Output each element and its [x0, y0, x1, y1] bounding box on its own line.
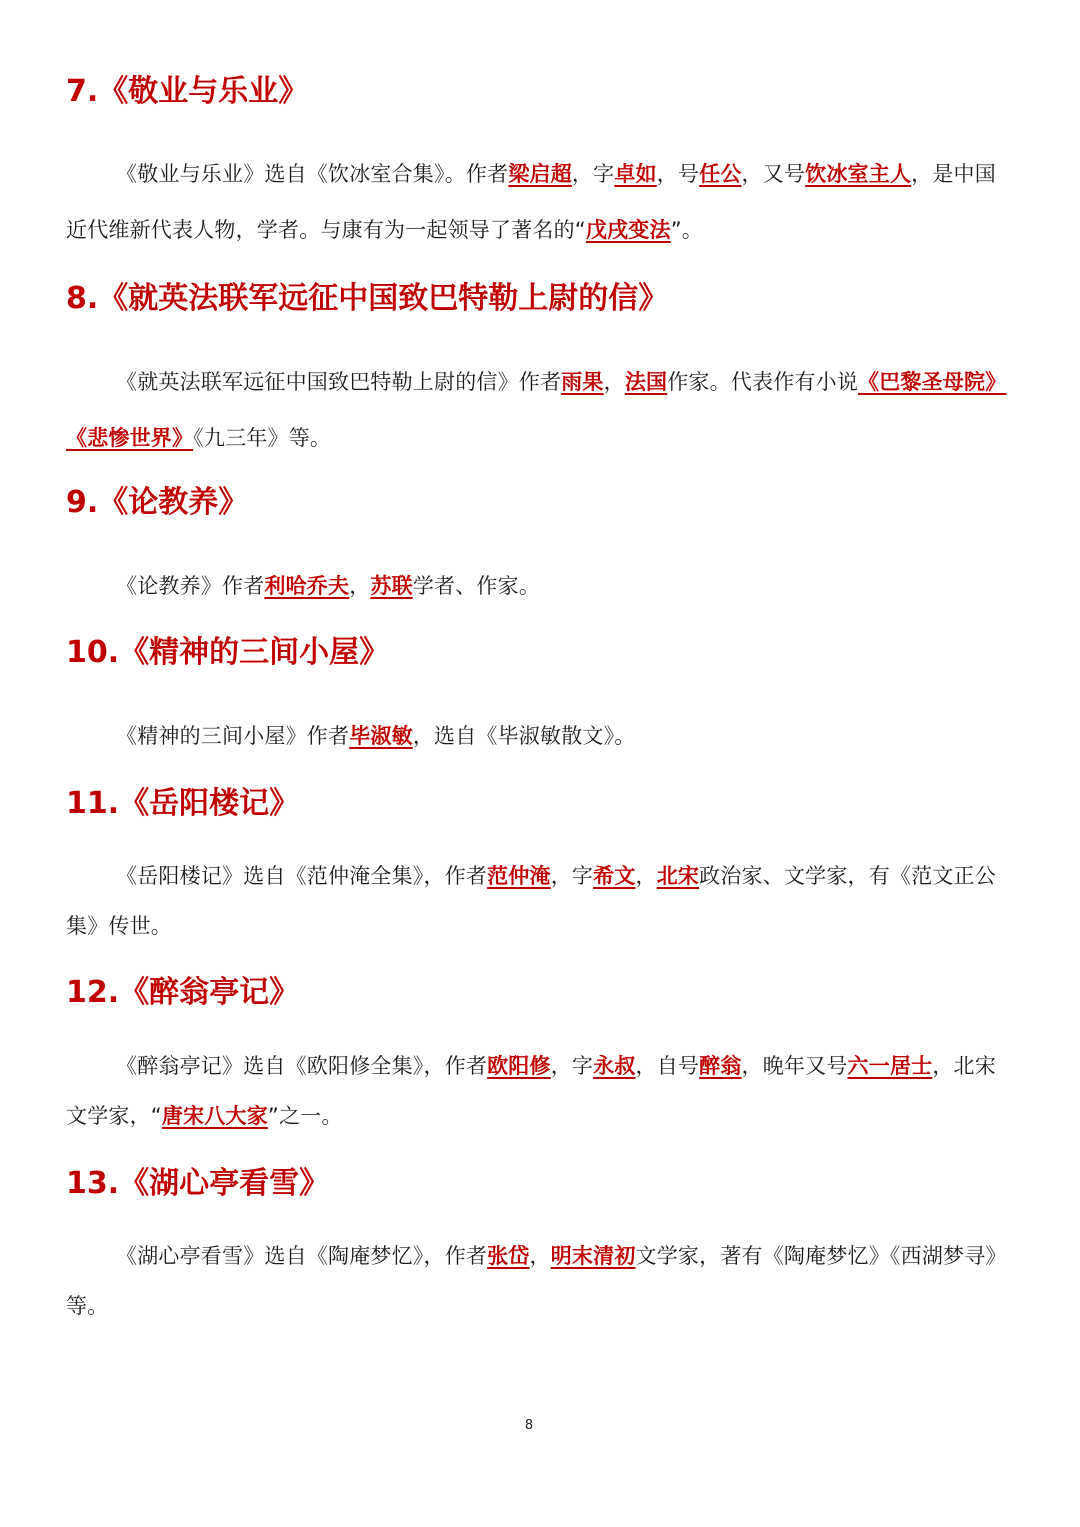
paragraph-text: 学者、作家。: [412, 574, 541, 598]
highlighted-term: 永叔: [593, 1054, 636, 1078]
paragraph-text: ”之一。: [267, 1104, 343, 1128]
paragraph-text: ，选自《毕淑敏散文》。: [412, 724, 636, 748]
section-paragraph-13: [66, 1231, 1016, 1331]
section-heading-10: 10.《精神的三间小屋》: [66, 635, 390, 670]
paragraph-text: 《九三年》等。: [193, 426, 332, 450]
section-heading-13: 13.《湖心亭看雪》: [66, 1166, 330, 1201]
highlighted-term: 《巴黎圣母院》《悲惨世界》: [66, 370, 1007, 450]
highlighted-term: 雨果: [561, 370, 604, 394]
highlighted-term: 戊戌变法: [585, 218, 671, 242]
highlighted-term: 苏联: [370, 574, 413, 598]
paragraph-text: ，: [603, 370, 625, 394]
paragraph-text: ，: [635, 864, 657, 888]
section-heading-11: 11.《岳阳楼记》: [66, 786, 300, 821]
section-paragraph-8: [66, 354, 1016, 466]
paragraph-text: ，字: [571, 162, 615, 186]
section-heading-12: 12.《醉翁亭记》: [66, 975, 300, 1010]
section-paragraph-11: [66, 851, 1016, 951]
paragraph-text: ”。: [670, 218, 703, 242]
paragraph-text: 《岳阳楼记》选自《范仲淹全集》，作者: [116, 864, 488, 888]
paragraph-text: 文学家，著有《陶庵梦忆》《西湖梦寻》等。: [66, 1244, 1007, 1318]
highlighted-term: 欧阳修: [487, 1054, 551, 1078]
highlighted-term: 法国: [624, 370, 668, 394]
highlighted-term: 毕淑敏: [349, 724, 413, 748]
paragraph-text: ，字: [550, 864, 594, 888]
highlighted-term: 任公: [699, 162, 742, 186]
highlighted-term: 明末清初: [550, 1244, 636, 1268]
highlighted-term: 希文: [593, 864, 636, 888]
paragraph-text: ，: [349, 574, 371, 598]
paragraph-text: 《湖心亭看雪》选自《陶庵梦忆》，作者: [116, 1244, 488, 1268]
highlighted-term: 饮冰室主人: [805, 162, 912, 186]
paragraph-text: 政治家、文学家，有《范文正公集》传世。: [66, 864, 996, 938]
section-heading-7: 7.《敬业与乐业》: [66, 74, 309, 109]
highlighted-term: 六一居士: [847, 1054, 933, 1078]
paragraph-text: ，是中国近代维新代表人物，学者。与康有为一起领导了著名的“: [66, 162, 996, 242]
highlighted-term: 唐宋八大家: [161, 1104, 268, 1128]
paragraph-text: 《敬业与乐业》选自《饮冰室合集》。作者: [116, 162, 509, 186]
section-paragraph-9: [66, 558, 1016, 614]
section-heading-9: 9.《论教养》: [66, 485, 249, 520]
page-number: 8: [524, 1418, 534, 1433]
highlighted-term: 卓如: [614, 162, 657, 186]
paragraph-text: 《就英法联军远征中国致巴特勒上尉的信》作者: [116, 370, 562, 394]
highlighted-term: 张岱: [487, 1244, 530, 1268]
paragraph-text: ，字: [550, 1054, 594, 1078]
section-paragraph-7: [66, 146, 1016, 258]
highlighted-term: 利哈乔夫: [264, 574, 350, 598]
paragraph-text: 《论教养》作者: [116, 574, 265, 598]
highlighted-term: 醉翁: [699, 1054, 742, 1078]
paragraph-text: ，晚年又号: [741, 1054, 848, 1078]
paragraph-text: ，号: [656, 162, 700, 186]
section-heading-8: 8.《就英法联军远征中国致巴特勒上尉的信》: [66, 281, 669, 316]
paragraph-text: 作家。代表作有小说: [667, 370, 859, 394]
highlighted-term: 梁启超: [508, 162, 572, 186]
paragraph-text: ，自号: [635, 1054, 700, 1078]
highlighted-term: 北宋: [656, 864, 700, 888]
paragraph-text: 《醉翁亭记》选自《欧阳修全集》，作者: [116, 1054, 488, 1078]
paragraph-text: ，又号: [741, 162, 806, 186]
section-paragraph-12: [66, 1041, 1016, 1141]
paragraph-text: ，北宋文学家，“: [66, 1054, 996, 1128]
paragraph-text: 《精神的三间小屋》作者: [116, 724, 350, 748]
paragraph-text: ，: [529, 1244, 551, 1268]
highlighted-term: 范仲淹: [487, 864, 551, 888]
section-paragraph-10: [66, 708, 1016, 764]
